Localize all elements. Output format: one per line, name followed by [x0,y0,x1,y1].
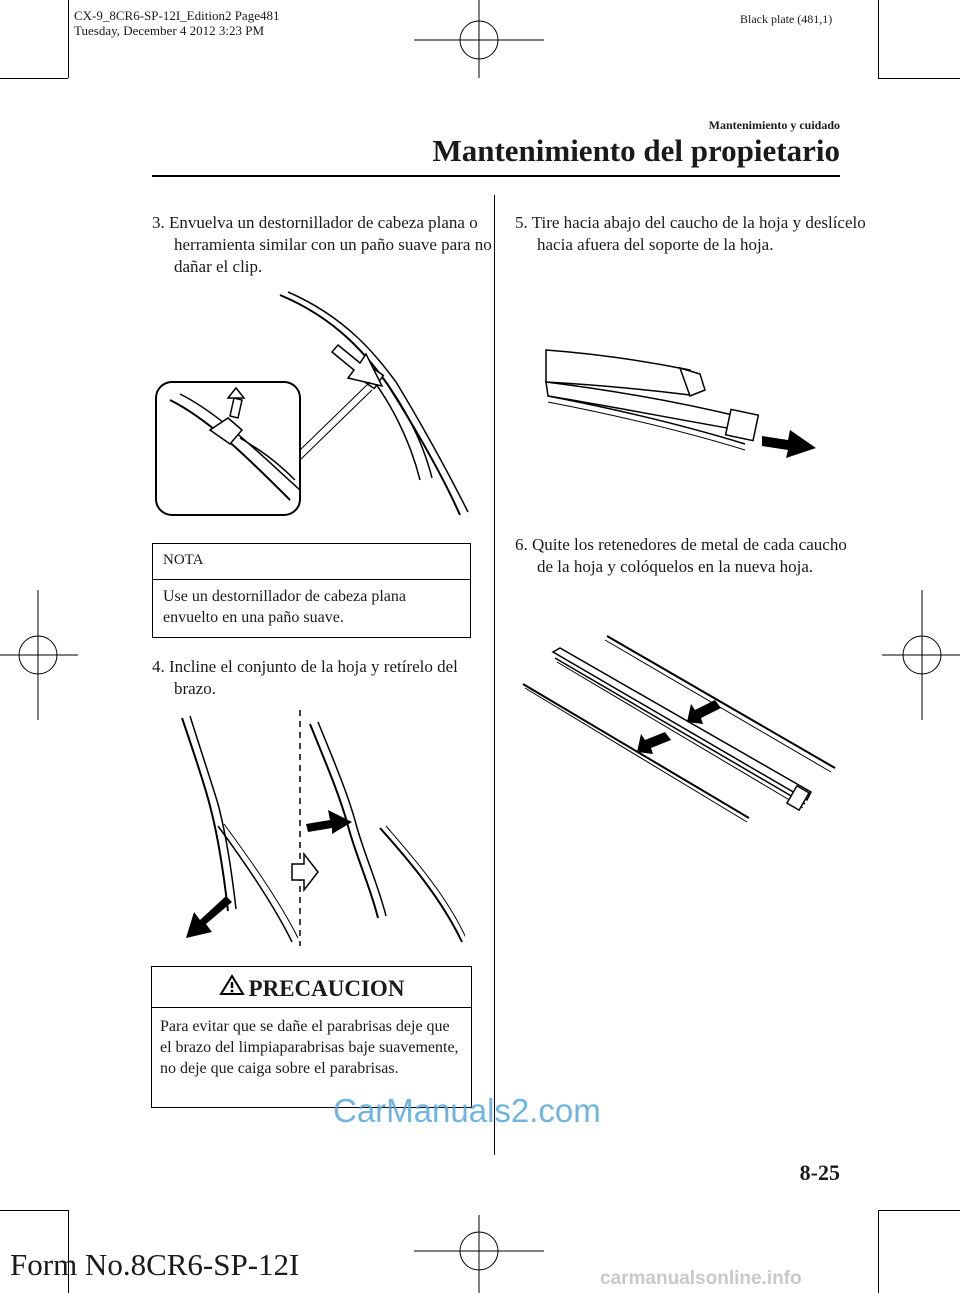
crop-mark [0,78,68,79]
plate-label: Black plate (481,1) [740,12,833,26]
blade-removal-illustration [180,706,465,946]
print-info-line1: CX-9_8CR6-SP-12I_Edition2 Page481 [74,8,280,23]
screwdriver-clip-illustration [150,290,480,520]
print-info [74,8,279,38]
form-number: Form No.8CR6-SP-12I [10,1247,300,1282]
note-box [152,543,471,638]
retainer-transfer-illustration [515,632,855,832]
crop-mark [878,1210,879,1293]
rubber-slide-illustration [540,340,830,465]
watermark: CarManuals2.com [333,1092,601,1129]
registration-mark-bottom [414,1215,544,1293]
caution-title-text: PRECAUCION [248,976,405,1001]
section-label: Mantenimiento y cuidado [708,118,840,132]
step-3-text: 3. Envuelva un destornillador de cabeza plana o herramienta similar con un paño suave para no dañar el clip. [152,213,492,276]
warning-icon [219,974,249,996]
caution-box [151,966,472,1108]
step-5-text: 5. Tire hacia abajo del caucho de la hoja y deslícelo hacia afuera del soporte de la hoja. [515,213,866,254]
registration-mark-top [414,0,544,78]
crop-mark [68,0,69,78]
registration-mark-right [882,590,960,720]
header-rule [152,175,840,177]
step-6-text: 6. Quite los retenedores de metal de cada caucho de la hoja y colóquelos en la nueva hoja. [515,535,847,576]
registration-mark-left [0,590,78,720]
step-4-text: 4. Incline el conjunto de la hoja y retírelo del brazo. [152,657,458,698]
crop-mark [878,78,960,79]
note-text: Use un destornillador de cabeza plana envuelto en una paño suave. [163,588,407,626]
print-info-line2: Tuesday, December 4 2012 3:23 PM [74,23,265,38]
caution-text: Para evitar que se dañe el parabrisas deje que el brazo del limpiaparabrisas baje suavemente, no deje que caiga sobre el parabrisas. [160,1018,459,1077]
crop-mark [878,0,879,78]
page-number: 8-25 [799,1160,840,1185]
crop-mark [0,1210,68,1211]
note-title: NOTA [153,544,470,580]
caution-title [152,967,471,1008]
crop-mark [878,1210,960,1211]
section-title: Mantenimiento del propietario [432,133,840,168]
footer-site: carmanualsonline.info [600,1268,802,1289]
